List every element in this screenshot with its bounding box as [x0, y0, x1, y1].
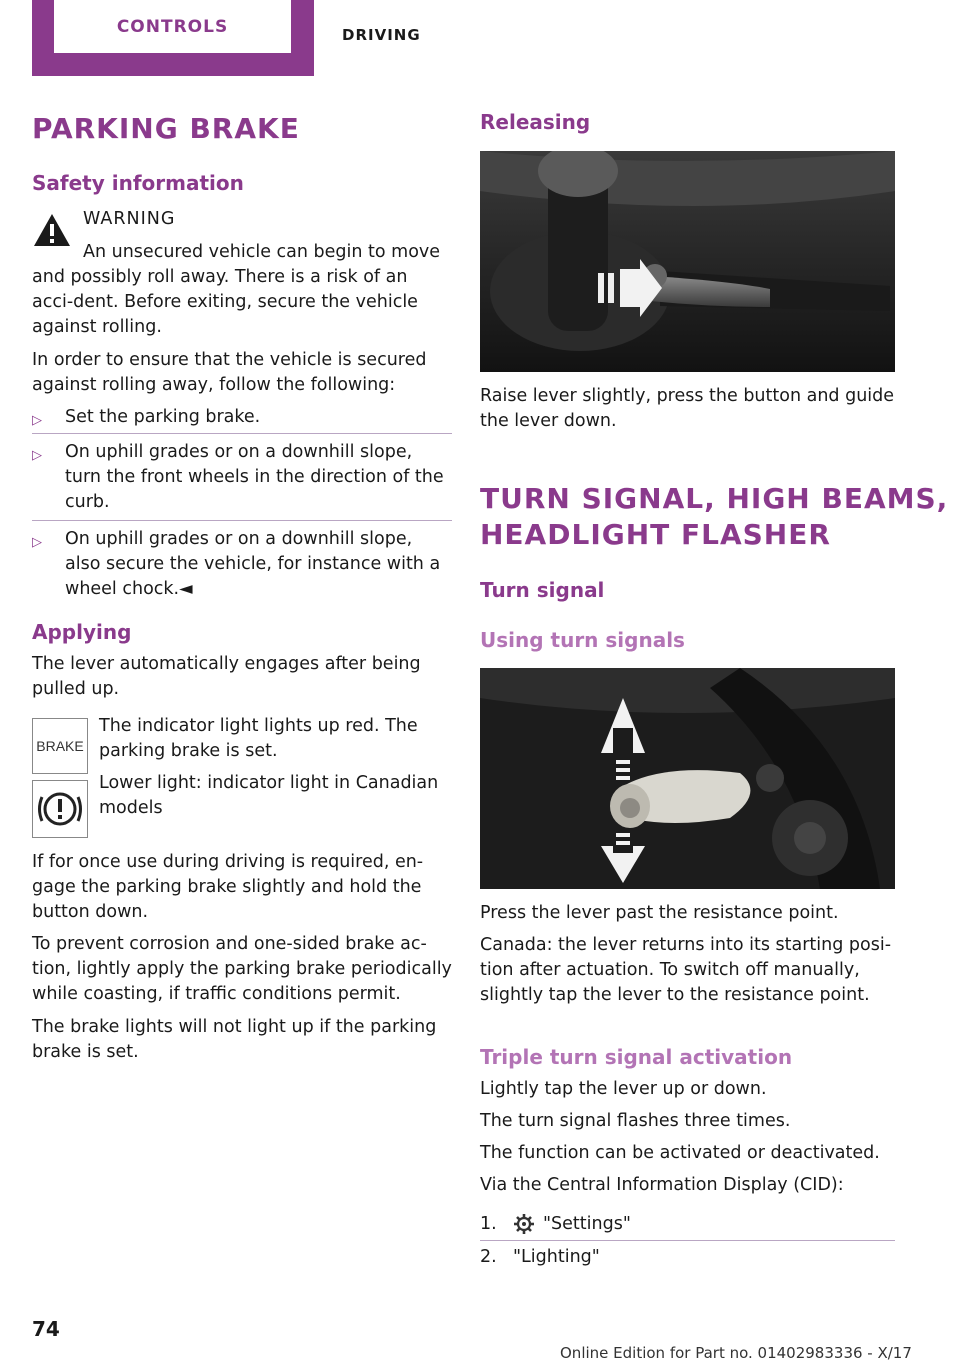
section-title-turn-signal-2: HEADLIGHT FLASHER: [480, 518, 831, 551]
using-text-1: Press the lever past the resistance point.: [480, 903, 839, 923]
heading-using-turn-signals: Using turn signals: [480, 628, 685, 652]
tab-controls[interactable]: CONTROLS: [54, 0, 291, 53]
list-item: ▷ Set the parking brake.: [32, 405, 452, 433]
section-title-parking-brake: PARKING BRAKE: [32, 112, 300, 145]
gear-icon: [513, 1213, 535, 1235]
paragraph-3: The brake lights will not light up if the parking brake is set.: [32, 1017, 437, 1062]
using-text-2: Canada: the lever returns into its starting posi-tion after actuation. To switch off manually, slightly tap the lever to the resistance point.: [480, 935, 892, 1005]
warning-label: WARNING: [83, 209, 176, 229]
triangle-bullet-icon: ▷: [32, 535, 42, 550]
section-title-turn-signal-1: TURN SIGNAL, HIGH BEAMS,: [480, 482, 949, 515]
heading-triple-turn-signal: Triple turn signal activation: [480, 1045, 793, 1069]
triple-text-3: The function can be activated or deactivated.: [480, 1143, 880, 1163]
triangle-bullet-icon: ▷: [32, 448, 42, 463]
triple-text-4: Via the Central Information Display (CID):: [480, 1175, 844, 1195]
triple-text-1: Lightly tap the lever up or down.: [480, 1079, 767, 1099]
indicator1-text: The indicator light lights up red. The parking brake is set.: [99, 716, 418, 761]
step-item: 1. "Settings": [480, 1214, 631, 1234]
paragraph-1: If for once use during driving is required, en-gage the parking brake slightly and hold the button down.: [32, 852, 424, 922]
heading-safety-information: Safety information: [32, 171, 244, 195]
heading-turn-signal: Turn signal: [480, 578, 605, 602]
warning-text-first: An unsecured vehicle can begin to move: [83, 242, 441, 262]
step-item: 2. "Lighting": [480, 1247, 600, 1267]
bullet-list: [32, 405, 452, 602]
list-item: ▷ On uphill grades or on a downhill slope, also secure the vehicle, for instance with a wheel chock.◄: [32, 521, 452, 602]
triple-text-2: The turn signal flashes three times.: [480, 1111, 791, 1131]
online-edition-text: Online Edition for Part no. 01402983336 - X/17: [560, 1344, 912, 1362]
turn-signal-lever-photo: [480, 668, 895, 889]
numbered-steps: [480, 1212, 895, 1270]
paragraph-2: To prevent corrosion and one-sided brake ac-tion, lightly apply the parking brake periodically while coasting, if traffic conditions permit.: [32, 934, 452, 1004]
heading-applying: Applying: [32, 620, 132, 644]
page-number: 74: [32, 1317, 60, 1341]
parking-brake-lever-photo: [480, 151, 895, 372]
brake-warning-circle-icon: [32, 780, 88, 838]
list-item: ▷ On uphill grades or on a downhill slope, turn the front wheels in the direction of the curb.: [32, 434, 452, 520]
indicator2-text: Lower light: indicator light in Canadian models: [99, 773, 439, 818]
warning-text-rest: and possibly roll away. There is a risk of an acci-dent. Before exiting, secure the vehicle against rolling.: [32, 267, 418, 337]
heading-releasing: Releasing: [480, 110, 591, 134]
intro-text: In order to ensure that the vehicle is secured against rolling away, follow the following:: [32, 350, 427, 395]
releasing-text: Raise lever slightly, press the button and guide the lever down.: [480, 386, 895, 431]
triangle-bullet-icon: ▷: [32, 413, 42, 428]
applying-text: The lever automatically engages after being pulled up.: [32, 654, 421, 699]
warning-triangle-icon: [32, 212, 72, 248]
brake-indicator-icon: BRAKE: [32, 718, 88, 774]
tab-driving[interactable]: DRIVING: [342, 26, 421, 44]
